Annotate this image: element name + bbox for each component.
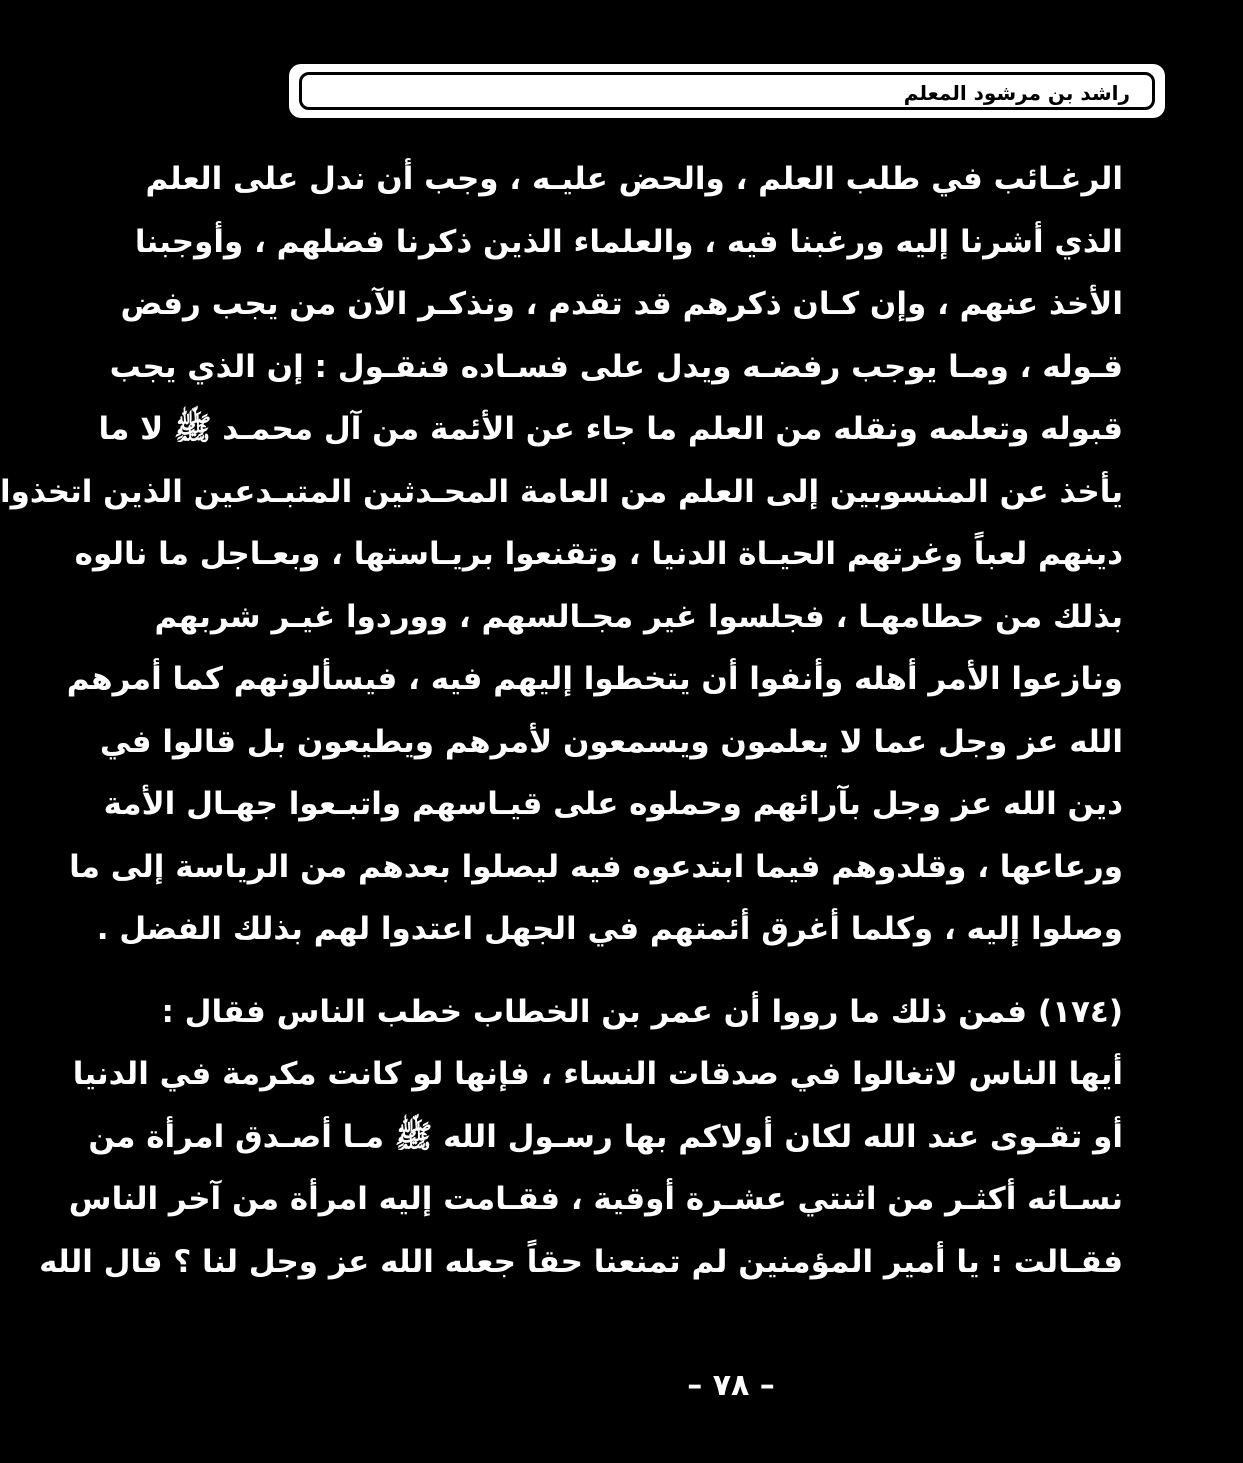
running-header [289,64,1165,118]
paragraph-1 [0,148,1123,961]
text-line: الأخذ عنهم ، وإن كـان ذكرهم قد تقدم ، ونذكـر الآن من يجب رفض [120,286,1123,322]
text-line: أو تقـوى عند الله لكان أولاكم بها رسـول الله ﷺ مـا أصـدق امرأة من [88,1118,1123,1155]
text-line: دين الله عز وجل بآرائهم وحملوه على قيـاسهم واتبـعوا جهـال الأمة [103,786,1123,822]
text-line: قبوله وتعلمه ونقله من العلم ما جاء عن الأئمة من آل محمـد ﷺ لا ما [98,411,1123,447]
paragraph-gap [337,961,1123,981]
text-line: الذي أشرنا إليه ورغبنا فيه ، والعلماء الذين ذكرنا فضلهم ، وأوجبنا [134,223,1123,260]
text-line: فقـالت : يا أمير المؤمنين لم تمنعنا حقاً جعله الله عز وجل لنا ؟ قال الله [39,1243,1123,1280]
text-line: الرغـائب في طلب العلم ، والحض عليـه ، وجب أن ندل على العلم [145,161,1123,197]
page-number: – ٧٨ – [687,1368,775,1403]
running-header-frame [299,72,1155,110]
text-line: قـوله ، ومـا يوجب رفضـه ويدل على فسـاده فنقـول : إن الذي يجب [109,348,1123,385]
text-line: نسـائه أكثـر من اثنتي عشـرة أوقية ، فقـامت إليه امرأة من آخر الناس [68,1181,1123,1217]
text-line: ورعاعها ، وقلدوهم فيما ابتدعوه فيه ليصلوا بعدهم من الرياسة إلى ما [69,848,1123,885]
text-line: دينهم لعباً وغرتهم الحيـاة الدنيا ، وتقنعوا بريـاستها ، وبعـاجل ما نالوه [74,536,1123,572]
text-line: وصلوا إليه ، وكلما أغرق أئمتهم في الجهل اعتدوا لهم بذلك الفضل . [96,911,1123,947]
running-header-title: راشد بن مرشود المعلم [903,81,1130,105]
text-line: (١٧٤) فمن ذلك ما رووا أن عمر بن الخطاب خطب الناس فقال : [161,993,1123,1030]
text-line: أيها الناس لاتغالوا في صدقات النساء ، فإنها لو كانت مكرمة في الدنيا [72,1056,1123,1092]
text-line: بذلك من حطامهـا ، فجلسوا غير مجـالسهم ، ووردوا غيـر شربهم [154,598,1123,635]
text-line: ونازعوا الأمر أهله وأنفوا أن يتخطوا إليهم فيه ، فيسألونهم كما أمرهم [66,661,1123,697]
text-line: الله عز وجل عما لا يعلمون ويسمعون لأمرهم ويطيعون بل قالوا في [99,723,1123,760]
page-body [0,148,1123,1293]
paragraph-2 [39,981,1123,1294]
text-line: يأخذ عن المنسوبين إلى العلم من العامة المحـدثين المتبـدعين الذين اتخذوا [0,473,1123,510]
